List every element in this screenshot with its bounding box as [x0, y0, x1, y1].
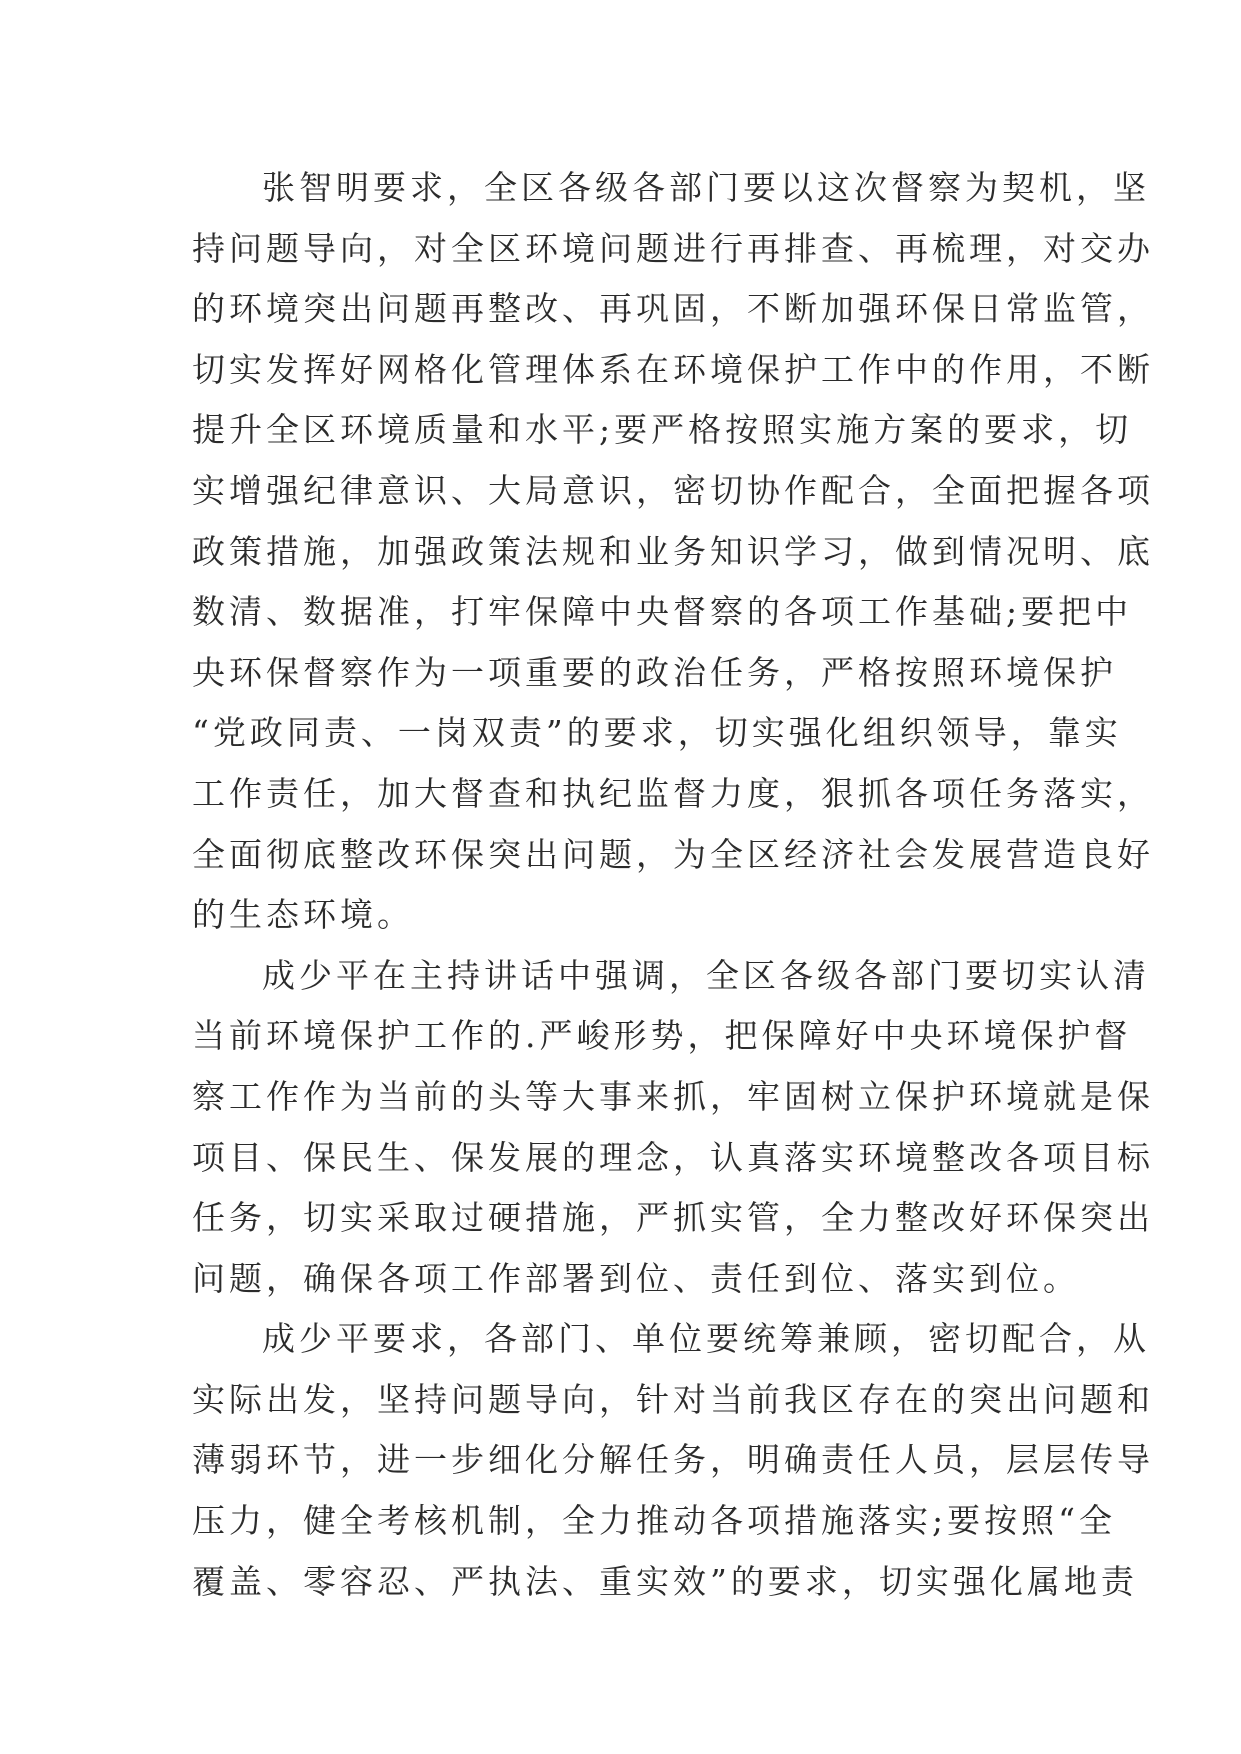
text-line: 成少平要求，各部门、单位要统筹兼顾，密切配合，从: [262, 1319, 1150, 1359]
paragraph-2: [192, 946, 1154, 1310]
text-line: 张智明要求，全区各级各部门要以这次督察为契机，坚: [262, 168, 1150, 207]
text-line: 当前环境保护工作的.严峻形势，把保障好中央环境保护督: [192, 1016, 1132, 1056]
text-line: 察工作作为当前的头等大事来抓，牢固树立保护环境就是保: [192, 1076, 1154, 1116]
text-line: 实际出发，坚持问题导向，针对当前我区存在的突出问题和: [192, 1379, 1154, 1419]
text-line: 问题，确保各项工作部署到位、责任到位、落实到位。: [192, 1258, 1080, 1298]
text-line: 提升全区环境质量和水平;要严格按照实施方案的要求，切: [192, 410, 1133, 450]
text-line: 薄弱环节，进一步细化分解任务，明确责任人员，层层传导: [192, 1440, 1154, 1480]
text-line: 压力，健全考核机制，全力推动各项措施落实;要按照“全: [192, 1501, 1116, 1541]
paragraph-3: [192, 1309, 1154, 1612]
text-line: 项目、保民生、保发展的理念，认真落实环境整改各项目标: [192, 1137, 1154, 1177]
text-line: 切实发挥好网格化管理体系在环境保护工作中的作用，不断: [192, 349, 1154, 389]
text-line: 数清、数据准，打牢保障中央督察的各项工作基础;要把中: [192, 592, 1133, 632]
text-line: 央环保督察作为一项重要的政治任务，严格按照环境保护: [192, 652, 1117, 692]
text-line: 任务，切实采取过硬措施，严抓实管，全力整改好环保突出: [192, 1198, 1154, 1238]
text-line: 覆盖、零容忍、严执法、重实效”的要求，切实强化属地责: [192, 1561, 1138, 1601]
text-line: 实增强纪律意识、大局意识，密切协作配合，全面把握各项: [192, 470, 1154, 510]
text-line: 工作责任，加大督查和执纪监督力度，狠抓各项任务落实，: [192, 773, 1154, 813]
text-line: 成少平在主持讲话中强调，全区各级各部门要切实认清: [262, 955, 1150, 995]
text-line: 的环境突出问题再整改、再巩固，不断加强环保日常监管，: [192, 289, 1154, 329]
text-line: 全面彻底整改环保突出问题，为全区经济社会发展营造良好: [192, 834, 1154, 874]
text-line: 政策措施，加强政策法规和业务知识学习，做到情况明、底: [192, 531, 1154, 571]
text-line: “党政同责、一岗双责”的要求，切实强化组织领导，靠实: [192, 713, 1122, 753]
document-body: [192, 158, 1154, 1612]
paragraph-1: [192, 158, 1154, 946]
text-line: 持问题导向，对全区环境问题进行再排查、再梳理，对交办: [192, 228, 1154, 268]
text-line: 的生态环境。: [192, 895, 414, 935]
